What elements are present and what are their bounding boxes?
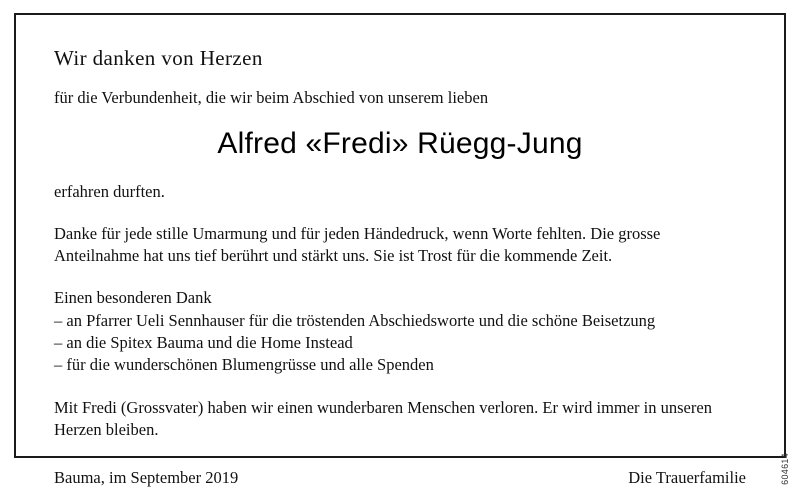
after-name-line: erfahren durften. xyxy=(54,182,165,201)
deceased-name: Alfred «Fredi» Rüegg-Jung xyxy=(217,127,583,160)
gratitude-paragraph: Danke für jede stille Umarmung und für jeden Händedruck, wenn Worte fehlten. Die grosse Anteilnahme hat uns tief berührt und stärkt uns. Sie ist Trost für die kommende Zeit. xyxy=(54,224,661,265)
list-item: – für die wunderschönen Blumengrüsse und alle Spenden xyxy=(54,354,434,374)
thanks-headline: Wir danken von Herzen xyxy=(54,46,263,70)
list-item: – an die Spitex Bauma und die Home Instead xyxy=(54,332,353,352)
thanks-subline: für die Verbundenheit, die wir beim Abschied von unserem lieben xyxy=(54,88,489,107)
reference-number: 604614 xyxy=(780,453,790,485)
reference-number-wrap xyxy=(780,395,794,485)
signature: Die Trauerfamilie xyxy=(628,468,746,488)
place-date: Bauma, im September 2019 xyxy=(54,468,239,488)
list-item: – an Pfarrer Ueli Sennhauser für die tröstenden Abschiedsworte und die schöne Beisetzung xyxy=(54,310,656,330)
notice-footer xyxy=(54,468,746,488)
notice-content xyxy=(26,22,774,488)
closing-paragraph: Mit Fredi (Grossvater) haben wir einen wunderbaren Menschen verloren. Er wird immer in unseren Herzen bleiben. xyxy=(54,397,712,439)
special-thanks-list xyxy=(54,310,746,376)
special-thanks-heading: Einen besonderen Dank xyxy=(54,287,212,307)
